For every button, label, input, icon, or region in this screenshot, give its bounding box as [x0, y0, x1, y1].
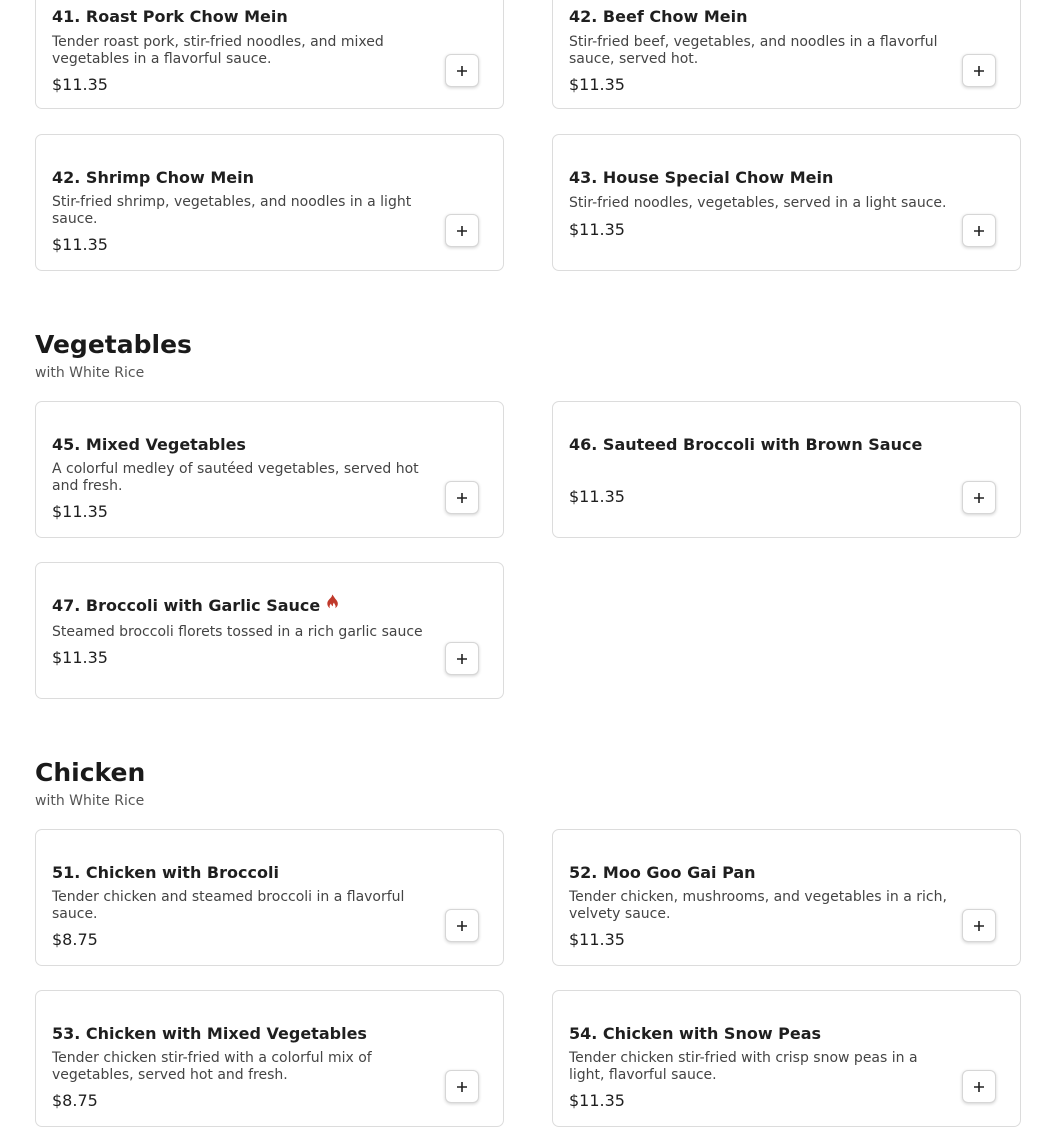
menu-item-card[interactable]	[552, 0, 1021, 109]
item-title: 41. Roast Pork Chow Mein	[52, 7, 288, 26]
add-to-cart-button[interactable]	[445, 909, 479, 942]
item-title: 53. Chicken with Mixed Vegetables	[52, 1024, 367, 1043]
item-title: 46. Sauteed Broccoli with Brown Sauce	[569, 435, 923, 454]
plus-icon	[456, 920, 468, 932]
menu-item-card[interactable]	[35, 134, 504, 271]
plus-icon	[456, 653, 468, 665]
item-description: A colorful medley of sautéed vegetables, served hot and fresh.	[52, 461, 419, 494]
item-description: Tender chicken stir-fried with a colorful mix of vegetables, served hot and fresh.	[52, 1050, 372, 1083]
item-title: 52. Moo Goo Gai Pan	[569, 863, 756, 882]
item-price: $11.35	[52, 502, 108, 521]
item-price: $11.35	[52, 648, 108, 667]
item-title: 43. House Special Chow Mein	[569, 168, 834, 187]
menu-item-card[interactable]	[35, 829, 504, 966]
menu-item-card[interactable]	[552, 401, 1021, 538]
add-to-cart-button[interactable]	[962, 214, 996, 247]
add-to-cart-button[interactable]	[445, 1070, 479, 1103]
plus-icon	[973, 65, 985, 77]
item-title: 42. Beef Chow Mein	[569, 7, 748, 26]
item-title: 47. Broccoli with Garlic Sauce	[52, 596, 321, 615]
plus-icon	[456, 65, 468, 77]
menu-item-card[interactable]	[552, 134, 1021, 271]
add-to-cart-button[interactable]	[962, 481, 996, 514]
item-price: $11.35	[569, 1091, 625, 1110]
add-to-cart-button[interactable]	[962, 909, 996, 942]
add-to-cart-button[interactable]	[962, 1070, 996, 1103]
item-price: $11.35	[52, 235, 108, 254]
item-description: Stir-fried beef, vegetables, and noodles in a flavorful sauce, served hot.	[569, 34, 938, 67]
plus-icon	[456, 225, 468, 237]
item-title: 51. Chicken with Broccoli	[52, 863, 279, 882]
item-price: $11.35	[569, 220, 625, 239]
menu-item-card[interactable]	[35, 562, 504, 699]
item-price: $11.35	[569, 930, 625, 949]
item-price: $11.35	[52, 75, 108, 94]
item-description: Stir-fried noodles, vegetables, served in a light sauce.	[569, 195, 947, 211]
menu-item-card[interactable]	[552, 829, 1021, 966]
item-price: $8.75	[52, 930, 98, 949]
menu-item-card[interactable]	[35, 0, 504, 109]
section-subtitle-chicken: with White Rice	[35, 793, 145, 809]
item-title-row	[52, 596, 339, 615]
item-description: Tender chicken, mushrooms, and vegetables in a rich, velvety sauce.	[569, 889, 947, 922]
plus-icon	[456, 492, 468, 504]
item-title: 54. Chicken with Snow Peas	[569, 1024, 822, 1043]
add-to-cart-button[interactable]	[962, 54, 996, 87]
item-description: Tender roast pork, stir-fried noodles, and mixed vegetables in a flavorful sauce.	[52, 34, 384, 67]
item-description: Tender chicken stir-fried with crisp snow peas in a light, flavorful sauce.	[569, 1050, 918, 1083]
item-description: Stir-fried shrimp, vegetables, and noodles in a light sauce.	[52, 194, 412, 227]
menu-item-card[interactable]	[552, 990, 1021, 1127]
item-price: $11.35	[569, 487, 625, 506]
item-price: $8.75	[52, 1091, 98, 1110]
menu-item-card[interactable]	[35, 401, 504, 538]
item-title: 45. Mixed Vegetables	[52, 435, 246, 454]
item-title: 42. Shrimp Chow Mein	[52, 168, 255, 187]
plus-icon	[973, 492, 985, 504]
add-to-cart-button[interactable]	[445, 481, 479, 514]
section-title-vegetables: Vegetables	[35, 330, 192, 359]
item-description: Steamed broccoli florets tossed in a rich garlic sauce	[52, 624, 423, 640]
add-to-cart-button[interactable]	[445, 642, 479, 675]
add-to-cart-button[interactable]	[445, 214, 479, 247]
add-to-cart-button[interactable]	[445, 54, 479, 87]
plus-icon	[973, 920, 985, 932]
plus-icon	[973, 225, 985, 237]
spicy-flame-icon	[325, 594, 339, 613]
section-title-chicken: Chicken	[35, 758, 146, 787]
item-price: $11.35	[569, 75, 625, 94]
plus-icon	[456, 1081, 468, 1093]
menu-item-card[interactable]	[35, 990, 504, 1127]
section-subtitle-vegetables: with White Rice	[35, 365, 145, 381]
item-description: Tender chicken and steamed broccoli in a flavorful sauce.	[52, 889, 405, 922]
plus-icon	[973, 1081, 985, 1093]
